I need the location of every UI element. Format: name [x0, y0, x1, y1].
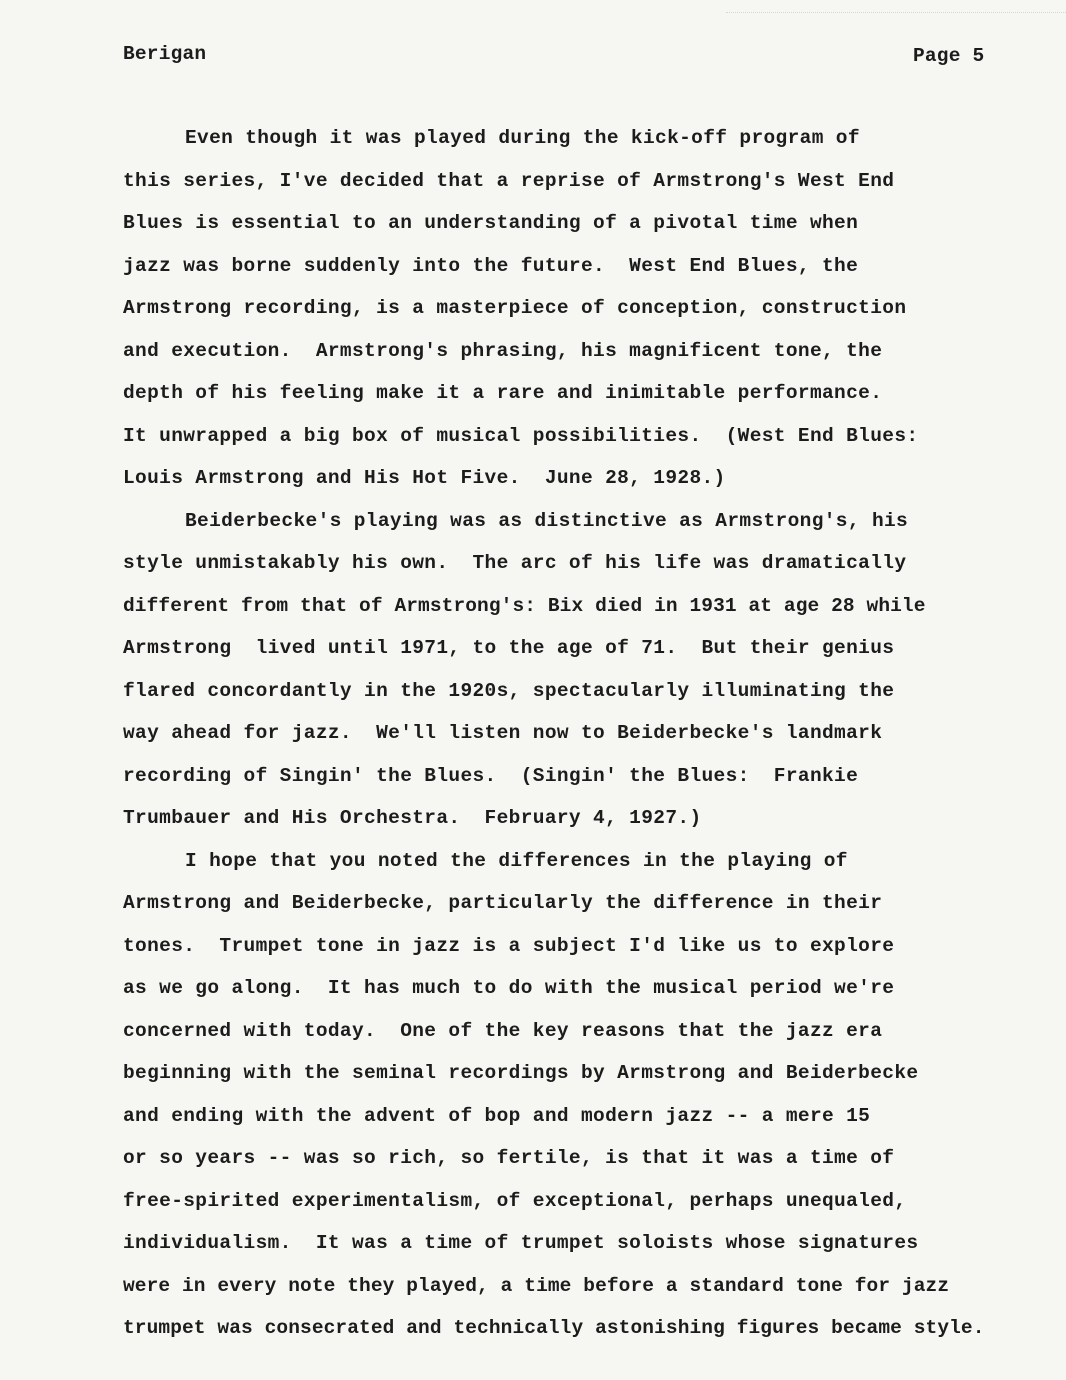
text-line: flared concordantly in the 1920s, spectacularly illuminating the	[123, 679, 895, 702]
text-line: Armstrong lived until 1971, to the age of 71. But their genius	[123, 637, 895, 659]
text-line: I hope that you noted the differences in the playing of	[185, 849, 848, 872]
text-line: Even though it was played during the kick-off program of	[185, 127, 860, 149]
text-line: or so years -- was so rich, so fertile, is that it was a time of	[123, 1147, 895, 1169]
text-line: tones. Trumpet tone in jazz is a subject I'd like us to explore	[123, 934, 895, 957]
text-line: free-spirited experimentalism, of exceptional, perhaps unequaled,	[123, 1189, 907, 1212]
text-line: It unwrapped a big box of musical possibilities. (West End Blues:	[123, 424, 919, 447]
text-line: recording of Singin' the Blues. (Singin' the Blues: Frankie	[123, 764, 859, 787]
text-line: Blues is essential to an understanding of a pivotal time when	[123, 212, 859, 234]
text-line: style unmistakably his own. The arc of his life was dramatically	[123, 552, 907, 574]
text-line: individualism. It was a time of trumpet soloists whose signatures	[123, 1232, 919, 1254]
running-header-author: Berigan	[123, 43, 207, 65]
text-line: were in every note they played, a time before a standard tone for jazz	[123, 1274, 950, 1297]
text-line: jazz was borne suddenly into the future. West End Blues, the	[123, 254, 859, 277]
text-line: Louis Armstrong and His Hot Five. June 28, 1928.)	[123, 467, 726, 489]
text-line: and ending with the advent of bop and modern jazz -- a mere 15	[123, 1104, 871, 1127]
text-line: Trumbauer and His Orchestra. February 4, 1927.)	[123, 807, 702, 829]
text-line: depth of his feeling make it a rare and inimitable performance.	[123, 382, 883, 404]
page-edge-mark	[726, 0, 1066, 13]
text-line: as we go along. It has much to do with the musical period we're	[123, 977, 895, 999]
text-line: this series, I've decided that a reprise of Armstrong's West End	[123, 169, 895, 192]
text-line: and execution. Armstrong's phrasing, his magnificent tone, the	[123, 339, 883, 362]
text-line: Armstrong recording, is a masterpiece of conception, construction	[123, 297, 907, 319]
page-number: Page 5	[913, 45, 985, 67]
text-line: trumpet was consecrated and technically astonishing figures became style.	[123, 1317, 985, 1339]
text-line: Beiderbecke's playing was as distinctive as Armstrong's, his	[185, 509, 909, 532]
text-line: different from that of Armstrong's: Bix died in 1931 at age 28 while	[123, 594, 926, 617]
body-text	[123, 121, 1058, 1354]
text-line: Armstrong and Beiderbecke, particularly the difference in their	[123, 892, 883, 914]
text-line: beginning with the seminal recordings by Armstrong and Beiderbecke	[123, 1062, 919, 1084]
text-line: way ahead for jazz. We'll listen now to Beiderbecke's landmark	[123, 722, 883, 744]
text-line: concerned with today. One of the key reasons that the jazz era	[123, 1019, 883, 1042]
